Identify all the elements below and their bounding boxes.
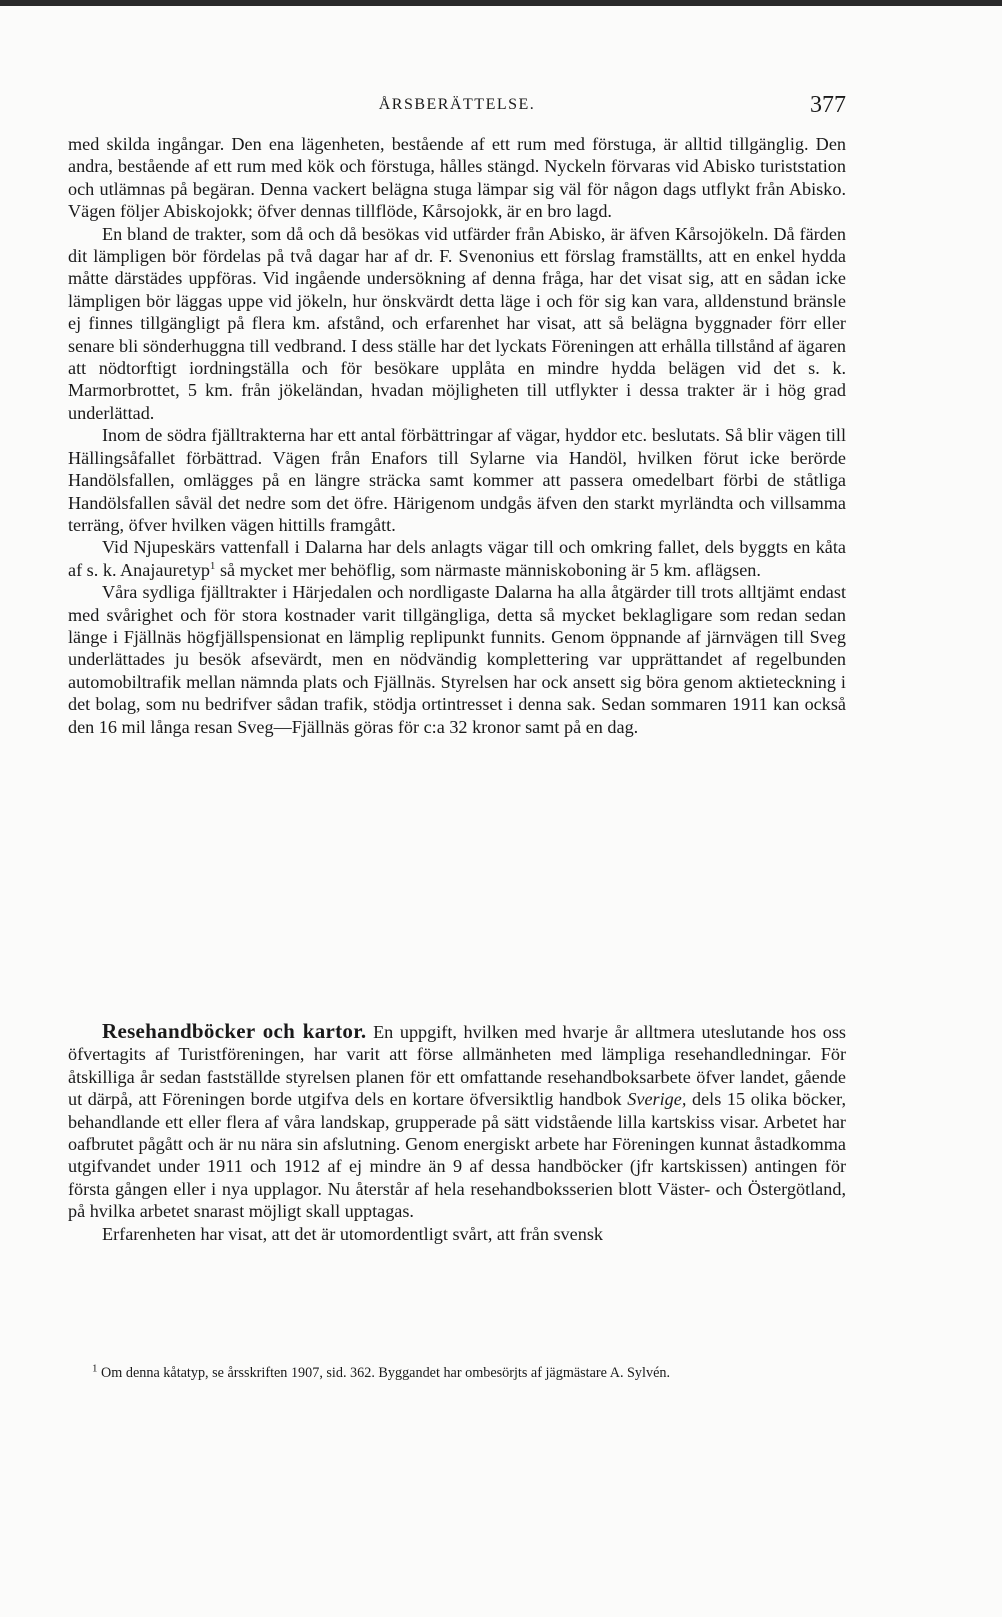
footnote-reference: 1 — [209, 559, 216, 572]
main-text — [68, 133, 846, 738]
paragraph-karsojokeln: En bland de trakter, som då och då besökas vid utfärder från Abisko, är äfven Kårsojökeln. Då färden dit lämpligen bör fördelas på två dagar har af dr. F. Svenonius ett förslag framställts, att en enkel hydda måtte därstädes uppföras. Vid ingående undersökning af denna fråga, har det visat sig, att en sådan icke lämpligen bör läggas uppe vid jökeln, hur önskvärdt detta läge i och för sig kan vara, alldenstund bränsle ej finnes tillgängligt på flera km. afstånd, och erfarenhet har visat, att så belägna byggnader förr eller senare bli sönderhuggna till vedbrand. I dess ställe har det lyckats Föreningen att erhålla tillstånd af ägaren att nödtorftigt iordningställa och för besökare upplåta en mindre hydda belägen vid det s. k. Marmorbrottet, 5 km. från jökeländan, hvadan möjligheten till utflykter i dessa trakter är i hög grad underlättad. — [68, 223, 846, 423]
page-header — [68, 92, 846, 122]
section-text-part1: En uppgift, hvilken med hvarje år alltmera uteslutande hos oss öfvertagits af Turistföreningen, har varit att förse allmänheten med lämpliga resehandledningar. För åtskilliga år sedan fastställde styrelsen planen för ett omfattande resehandboksarbete öfver landet, gående ut därpå, att Föreningen borde utgifva dels en kortare öfversiktlig handbok — [68, 1022, 846, 1110]
njupeskar-text-start: Vid Njupeskärs vattenfall i Dalarna har dels anlagts vägar till och omkring fallet, dels byggts en kåta af s. k. Anajauretyp — [68, 537, 846, 580]
scan-top-edge — [0, 0, 1002, 6]
paragraph-abisko-stuga: med skilda ingångar. Den ena lägenheten, bestående af ett rum med förstuga, är alltid tillgänglig. Den andra, bestående af ett rum med kök och förstuga, hålles stängd. Nyckeln förvaras vid Abisko turiststation och utlämnas på begäran. Denna vackert belägna stuga lämpar sig väl för någon dags utflykt från Abisko. Vägen följer Abiskojokk; öfver dennas tillflöde, Kårsojokk, är en bro lagd. — [68, 134, 846, 222]
section-first-paragraph — [68, 1020, 846, 1223]
footnote-paragraph — [68, 1364, 846, 1382]
footnote-text: Om denna kåtatyp, se årsskriften 1907, sid. 362. Byggandet har ombesörjts af jägmästare A. Sylvén. — [97, 1365, 671, 1381]
section-resehandbocker — [68, 1020, 846, 1245]
footnote-mark: 1 — [92, 1362, 98, 1375]
section-heading: Resehandböcker och kartor. — [102, 1019, 367, 1043]
njupeskar-text-end: så mycket mer behöflig, som närmaste människoboning är 5 km. aflägsen. — [215, 559, 761, 580]
paragraph-njupeskar — [68, 536, 846, 581]
running-title: ÅRSBERÄTTELSE. — [378, 96, 536, 113]
footnote — [68, 1364, 846, 1382]
section-last-paragraph: Erfarenheten har visat, att det är utomordentligt svårt, att från svensk — [102, 1223, 603, 1244]
paragraph-fjallnas: Våra sydliga fjälltrakter i Härjedalen och nordligaste Dalarna ha alla åtgärder till trots alltjämt endast med svårighet och för stora kostnader varit tillgängliga, detta så mycket beklagligare som redan sedan länge i Fjällnäs högfjällspensionat en lämplig replipunkt funnits. Genom öppnande af järnvägen till Sveg underlättades ju besök afsevärdt, men en nödvändig komplettering var upprättandet af regelbunden automobiltrafik mellan nämnda plats och Fjällnäs. Styrelsen har ock ansett sig böra genom aktieteckning i det bolag, som nu bedrifver sådan trafik, stödja ortintresset i denna sak. Sedan sommaren 1911 kan också den 16 mil långa resan Sveg—Fjällnäs göras för c:a 32 kronor samt på en dag. — [68, 582, 846, 737]
section-text-part2: dels 15 olika böcker, behandlande ett eller flera af våra landskap, grupperade på sätt vidstående lilla kartskiss visar. Arbetet har oafbrutet pågått och är nu nära sin afslutning. Genom energiskt arbete har Föreningen kunnat åstadkomma utgifvandet under 1911 och 1912 af ej mindre än 9 af dessa handböcker (jfr kartskissen) antingen för första gången eller i nya upplagor. Nu återstår af hela resehandboksserien blott Väster- och Östergötland, på hvilka arbetet snarast möjligt skall upptagas. — [68, 1089, 846, 1222]
book-title-sverige: Sverige, — [627, 1089, 687, 1110]
paragraph-sodra-fjalltrakterna: Inom de södra fjälltrakterna har ett antal förbättringar af vägar, hyddor etc. beslutats. Så blir vägen till Hällingsåfallet förbättrad. Vägen från Enafors till Sylarne via Handöl, hvilken förut icke berörde Handölsfallen, omlägges på en längre sträcka samt kommer att passera omedelbart förbi de ståtliga Handölsfallen såväl det nedre som det öfre. Härigenom undgås äfven den starkt myrländta och villsamma terräng, öfver hvilken vägen hittills framgått. — [68, 425, 846, 535]
page-number: 377 — [810, 92, 846, 118]
